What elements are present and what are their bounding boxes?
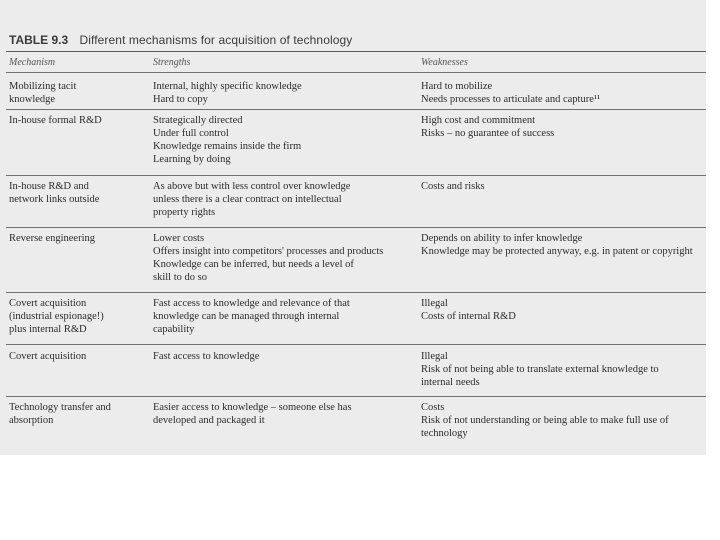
header-strengths: Strengths [153,57,191,68]
row-6-rule [6,396,706,397]
cell-line: Costs of internal R&D [421,311,516,322]
cell-line: Knowledge remains inside the firm [153,141,302,152]
row-2-rule [6,175,706,176]
row-7-mechanism [9,401,111,427]
cell-line: unless there is a clear contract on intellectual [153,194,342,205]
cell-line: developed and packaged it [153,415,265,426]
cell-line: Lower costs [153,233,205,244]
cell-line: In-house formal R&D [9,115,102,126]
cell-line: Risks – no guarantee of success [421,128,555,139]
row-4-rule [6,292,706,293]
row-3-strengths [153,180,350,219]
row-1-mechanism [9,80,76,106]
cell-line: Knowledge can be inferred, but needs a level of [153,259,354,270]
row-1-strengths [153,80,302,106]
cell-line: internal needs [421,377,480,388]
cell-line: Illegal [421,298,448,309]
cell-line: Mobilizing tacit [9,81,77,92]
row-2-weaknesses [421,114,554,140]
table-number: TABLE 9.3 [9,33,69,47]
table-caption [9,33,352,47]
cell-line: capability [153,324,195,335]
row-2-strengths [153,114,301,166]
cell-line: skill to do so [153,272,207,283]
cell-line: Costs [421,402,445,413]
cell-line: Technology transfer and [9,402,111,413]
table-top-rule [6,51,706,52]
row-3-rule [6,227,706,228]
row-4-mechanism [9,232,95,245]
cell-line: Fast access to knowledge [153,351,260,362]
header-rule [6,72,706,73]
row-1-rule [6,109,706,110]
cell-line: technology [421,428,468,439]
cell-line: Needs processes to articulate and capture¹¹ [421,94,601,105]
cell-line: Offers insight into competitors' processes and products [153,246,384,257]
cell-line: Learning by doing [153,154,231,165]
cell-line: Hard to mobilize [421,81,493,92]
cell-line: Covert acquisition [9,298,87,309]
row-7-weaknesses [421,401,669,440]
cell-line: Easier access to knowledge – someone else has [153,402,352,413]
row-1-weaknesses [421,80,600,106]
cell-line: As above but with less control over knowledge [153,181,351,192]
cell-line: High cost and commitment [421,115,536,126]
row-2-mechanism [9,114,102,127]
row-5-weaknesses [421,297,516,323]
cell-line: plus internal R&D [9,324,87,335]
cell-line: Under full control [153,128,229,139]
cell-line: Depends on ability to infer knowledge [421,233,583,244]
cell-line: Strategically directed [153,115,243,126]
row-4-strengths [153,232,383,284]
cell-line: Hard to copy [153,94,208,105]
row-7-strengths [153,401,352,427]
header-weaknesses: Weaknesses [421,57,468,68]
row-6-weaknesses [421,350,659,389]
row-5-rule [6,344,706,345]
cell-line: Covert acquisition [9,351,87,362]
row-4-weaknesses [421,232,693,258]
cell-line: Risk of not understanding or being able to make full use of [421,415,669,426]
row-5-mechanism [9,297,104,336]
row-3-weaknesses [421,180,485,193]
cell-line: Internal, highly specific knowledge [153,81,302,92]
cell-line: Knowledge may be protected anyway, e.g. in patent or copyright [421,246,693,257]
cell-line: knowledge can be managed through internal [153,311,340,322]
cell-line: knowledge [9,94,56,105]
row-5-strengths [153,297,350,336]
cell-line: Reverse engineering [9,233,96,244]
row-3-mechanism [9,180,99,206]
table-title: Different mechanisms for acquisition of technology [79,33,353,47]
cell-line: Illegal [421,351,448,362]
cell-line: property rights [153,207,216,218]
cell-line: Risk of not being able to translate external knowledge to [421,364,659,375]
row-6-strengths [153,350,259,363]
cell-line: Costs and risks [421,181,485,192]
header-mechanism: Mechanism [9,57,56,68]
cell-line: absorption [9,415,54,426]
cell-line: In-house R&D and [9,181,89,192]
cell-line: network links outside [9,194,100,205]
row-6-mechanism [9,350,86,363]
cell-line: Fast access to knowledge and relevance of that [153,298,350,309]
cell-line: (industrial espionage!) [9,311,104,322]
